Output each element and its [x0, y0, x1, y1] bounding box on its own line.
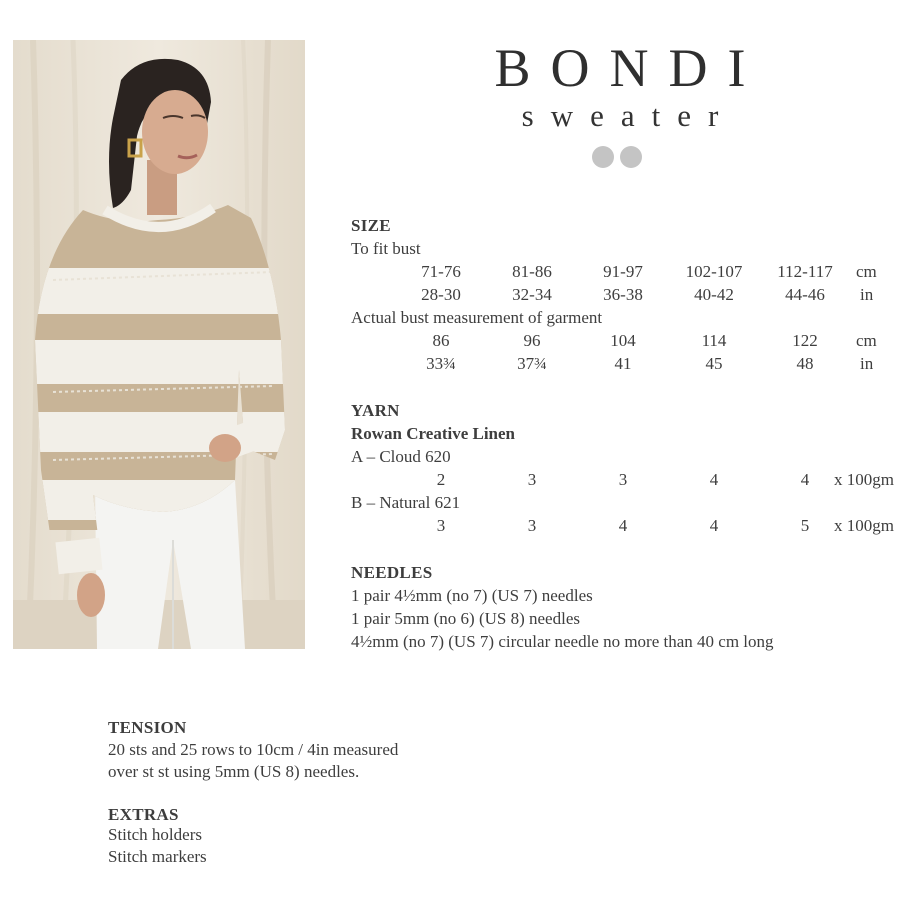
needles-line: 1 pair 4½mm (no 7) (US 7) needles [351, 586, 593, 605]
size-cell: 45 [705, 354, 723, 373]
size-cell: 37¾ [517, 354, 547, 373]
tension-heading: TENSION [108, 718, 187, 737]
yarn-cell: 5 [800, 516, 810, 535]
size-cell: 91-97 [603, 262, 643, 281]
yarn-cell: 2 [436, 470, 446, 489]
sweater-illustration [13, 40, 305, 649]
size-cell: 41 [614, 354, 632, 373]
unit-label: cm [856, 262, 877, 281]
size-cell: 28-30 [421, 285, 461, 304]
yarn-cell: 4 [800, 470, 810, 489]
size-cell: 48 [796, 354, 814, 373]
unit-label: x 100gm [834, 516, 894, 535]
yarn-cell: 4 [618, 516, 628, 535]
size-cell: 104 [610, 331, 636, 350]
yarn-cell: 3 [436, 516, 446, 535]
size-cell: 44-46 [785, 285, 825, 304]
extras-line: Stitch holders [108, 825, 202, 844]
yarn-heading: YARN [351, 401, 400, 420]
unit-label: x 100gm [834, 470, 894, 489]
to-fit-label: To fit bust [351, 239, 421, 258]
yarn-cell: 4 [709, 470, 719, 489]
tension-line: 20 sts and 25 rows to 10cm / 4in measured [108, 740, 399, 759]
needles-line: 1 pair 5mm (no 6) (US 8) needles [351, 609, 580, 628]
extras-line: Stitch markers [108, 847, 207, 866]
pattern-subtitle: sweater [521, 98, 736, 133]
size-cell: 40-42 [694, 285, 734, 304]
difficulty-rating [592, 146, 642, 168]
difficulty-dot-icon [620, 146, 642, 168]
size-cell: 122 [792, 331, 818, 350]
size-cell: 96 [523, 331, 541, 350]
needles-line: 4½mm (no 7) (US 7) circular needle no more than 40 cm long [351, 632, 774, 651]
pattern-title: BONDI [494, 38, 766, 98]
yarn-cell: 3 [618, 470, 628, 489]
model-photo [13, 40, 305, 649]
size-cell: 102-107 [685, 262, 743, 281]
extras-heading: EXTRAS [108, 805, 179, 824]
size-cell: 114 [701, 331, 727, 350]
actual-measurement-label: Actual bust measurement of garment [351, 308, 603, 327]
yarn-a-label: A – Cloud 620 [351, 447, 451, 466]
size-cell: 81-86 [512, 262, 552, 281]
yarn-b-label: B – Natural 621 [351, 493, 461, 512]
size-cell: 32-34 [512, 285, 552, 304]
size-cell: 36-38 [603, 285, 643, 304]
yarn-cell: 3 [527, 516, 537, 535]
unit-label: in [860, 354, 874, 373]
difficulty-dot-icon [592, 146, 614, 168]
yarn-brand: Rowan Creative Linen [351, 424, 516, 443]
tension-line: over st st using 5mm (US 8) needles. [108, 762, 360, 781]
unit-label: in [860, 285, 874, 304]
size-cell: 112-117 [777, 262, 833, 281]
yarn-cell: 3 [527, 470, 537, 489]
needles-heading: NEEDLES [351, 563, 433, 582]
size-cell: 71-76 [421, 262, 461, 281]
size-cell: 86 [432, 331, 450, 350]
size-cell: 33¾ [426, 354, 456, 373]
size-heading: SIZE [351, 216, 391, 235]
unit-label: cm [856, 331, 877, 350]
yarn-cell: 4 [709, 516, 719, 535]
